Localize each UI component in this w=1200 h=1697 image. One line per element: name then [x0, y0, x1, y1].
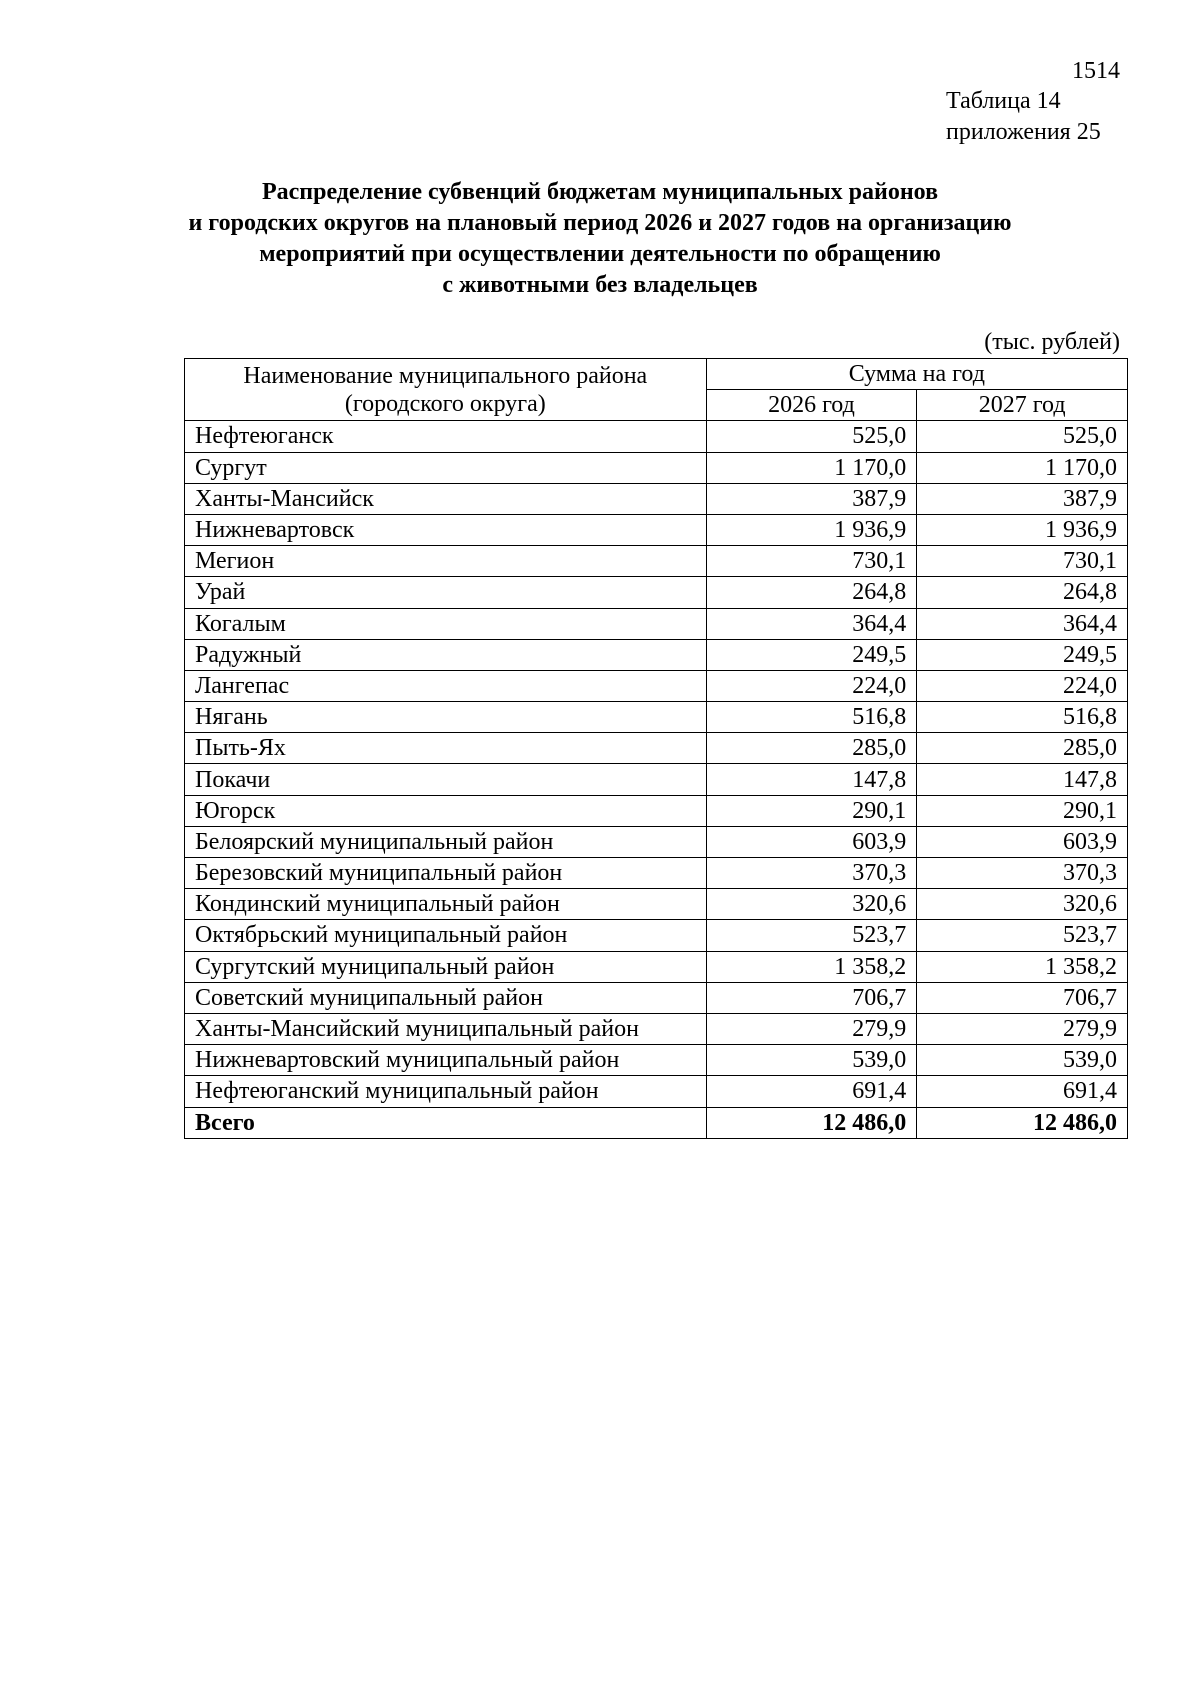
- municipality-name-cell: Мегион: [185, 546, 707, 577]
- value-2026-cell: 224,0: [706, 670, 917, 701]
- value-2026-cell: 691,4: [706, 1076, 917, 1107]
- value-2026-cell: 279,9: [706, 1013, 917, 1044]
- value-2027-cell: 320,6: [917, 889, 1128, 920]
- appendix-ref: приложения 25: [946, 119, 1101, 145]
- value-2027-cell: 290,1: [917, 795, 1128, 826]
- municipality-name-cell: Березовский муниципальный район: [185, 858, 707, 889]
- page-number: 1514: [1072, 58, 1120, 84]
- table-row: [185, 577, 1128, 608]
- value-2027-cell: 370,3: [917, 858, 1128, 889]
- municipality-name-cell: Пыть-Ях: [185, 733, 707, 764]
- value-2027-cell: 364,4: [917, 608, 1128, 639]
- table-row: [185, 546, 1128, 577]
- municipality-name-cell: Югорск: [185, 795, 707, 826]
- value-2027-cell: 525,0: [917, 421, 1128, 452]
- municipality-name-cell: Всего: [185, 1107, 707, 1138]
- value-2026-cell: 387,9: [706, 483, 917, 514]
- value-2027-cell: 1 358,2: [917, 951, 1128, 982]
- value-2027-cell: 539,0: [917, 1045, 1128, 1076]
- units-label: (тыс. рублей): [984, 329, 1120, 355]
- value-2026-cell: 364,4: [706, 608, 917, 639]
- table-row: [185, 733, 1128, 764]
- column-header-2026: 2026 год: [706, 390, 917, 421]
- value-2026-cell: 370,3: [706, 858, 917, 889]
- table-row: [185, 702, 1128, 733]
- municipality-name-cell: Нижневартовск: [185, 514, 707, 545]
- table-ref: Таблица 14: [946, 88, 1061, 114]
- title-line: Распределение субвенций бюджетам муниципальных районов: [261, 179, 939, 205]
- municipality-name-cell: Ханты-Мансийск: [185, 483, 707, 514]
- municipality-name-cell: Нефтеюганск: [185, 421, 707, 452]
- value-2026-cell: 285,0: [706, 733, 917, 764]
- municipality-name-cell: Кондинский муниципальный район: [185, 889, 707, 920]
- value-2026-cell: 264,8: [706, 577, 917, 608]
- value-2026-cell: 12 486,0: [706, 1107, 917, 1138]
- value-2027-cell: 387,9: [917, 483, 1128, 514]
- table-row: [185, 951, 1128, 982]
- title-line: с животными без владельцев: [442, 272, 758, 298]
- title-line: и городских округов на плановый период 2026 и 2027 годов на организацию: [188, 210, 1012, 236]
- table-body: [185, 421, 1128, 1138]
- value-2027-cell: 516,8: [917, 702, 1128, 733]
- municipality-name-cell: Радужный: [185, 639, 707, 670]
- table-row: [185, 764, 1128, 795]
- column-header-name: [185, 359, 707, 421]
- table-reference-block: [946, 86, 1101, 148]
- value-2026-cell: 1 170,0: [706, 452, 917, 483]
- table-row: [185, 1045, 1128, 1076]
- value-2027-cell: 285,0: [917, 733, 1128, 764]
- value-2027-cell: 1 170,0: [917, 452, 1128, 483]
- municipality-name-cell: Советский муниципальный район: [185, 982, 707, 1013]
- value-2027-cell: 1 936,9: [917, 514, 1128, 545]
- value-2027-cell: 603,9: [917, 826, 1128, 857]
- table-row: [185, 920, 1128, 951]
- value-2027-cell: 224,0: [917, 670, 1128, 701]
- value-2026-cell: 516,8: [706, 702, 917, 733]
- table-row: [185, 826, 1128, 857]
- value-2026-cell: 603,9: [706, 826, 917, 857]
- value-2026-cell: 706,7: [706, 982, 917, 1013]
- municipality-name-cell: Октябрьский муниципальный район: [185, 920, 707, 951]
- column-header-name-line1: Наименование муниципального района: [243, 362, 648, 389]
- subvention-table: [184, 358, 1128, 1139]
- table-row: [185, 421, 1128, 452]
- document-title: [150, 177, 1050, 301]
- value-2027-cell: 249,5: [917, 639, 1128, 670]
- table-row: [185, 452, 1128, 483]
- municipality-name-cell: Нефтеюганский муниципальный район: [185, 1076, 707, 1107]
- value-2026-cell: 320,6: [706, 889, 917, 920]
- municipality-name-cell: Когалым: [185, 608, 707, 639]
- value-2027-cell: 279,9: [917, 1013, 1128, 1044]
- municipality-name-cell: Урай: [185, 577, 707, 608]
- value-2027-cell: 730,1: [917, 546, 1128, 577]
- table-row: [185, 982, 1128, 1013]
- table-row: [185, 670, 1128, 701]
- value-2026-cell: 525,0: [706, 421, 917, 452]
- table-row: [185, 1076, 1128, 1107]
- municipality-name-cell: Нягань: [185, 702, 707, 733]
- column-header-name-line2: (городского округа): [344, 390, 546, 417]
- value-2027-cell: 691,4: [917, 1076, 1128, 1107]
- value-2027-cell: 12 486,0: [917, 1107, 1128, 1138]
- value-2026-cell: 147,8: [706, 764, 917, 795]
- municipality-name-cell: Нижневартовский муниципальный район: [185, 1045, 707, 1076]
- municipality-name-cell: Белоярский муниципальный район: [185, 826, 707, 857]
- column-header-2027: 2027 год: [917, 390, 1128, 421]
- table-row: [185, 639, 1128, 670]
- value-2026-cell: 290,1: [706, 795, 917, 826]
- table-row: [185, 514, 1128, 545]
- table-row: [185, 483, 1128, 514]
- value-2027-cell: 706,7: [917, 982, 1128, 1013]
- table-row: [185, 889, 1128, 920]
- value-2026-cell: 249,5: [706, 639, 917, 670]
- title-line: мероприятий при осуществлении деятельности по обращению: [259, 241, 941, 267]
- table-row: [185, 795, 1128, 826]
- value-2026-cell: 1 936,9: [706, 514, 917, 545]
- total-row: [185, 1107, 1128, 1138]
- municipality-name-cell: Сургутский муниципальный район: [185, 951, 707, 982]
- value-2026-cell: 730,1: [706, 546, 917, 577]
- table-row: [185, 858, 1128, 889]
- value-2027-cell: 147,8: [917, 764, 1128, 795]
- municipality-name-cell: Сургут: [185, 452, 707, 483]
- table-row: [185, 1013, 1128, 1044]
- column-header-sum: Сумма на год: [706, 359, 1127, 390]
- value-2027-cell: 264,8: [917, 577, 1128, 608]
- municipality-name-cell: Покачи: [185, 764, 707, 795]
- table-row: [185, 608, 1128, 639]
- value-2026-cell: 523,7: [706, 920, 917, 951]
- municipality-name-cell: Лангепас: [185, 670, 707, 701]
- value-2026-cell: 1 358,2: [706, 951, 917, 982]
- value-2026-cell: 539,0: [706, 1045, 917, 1076]
- municipality-name-cell: Ханты-Мансийский муниципальный район: [185, 1013, 707, 1044]
- value-2027-cell: 523,7: [917, 920, 1128, 951]
